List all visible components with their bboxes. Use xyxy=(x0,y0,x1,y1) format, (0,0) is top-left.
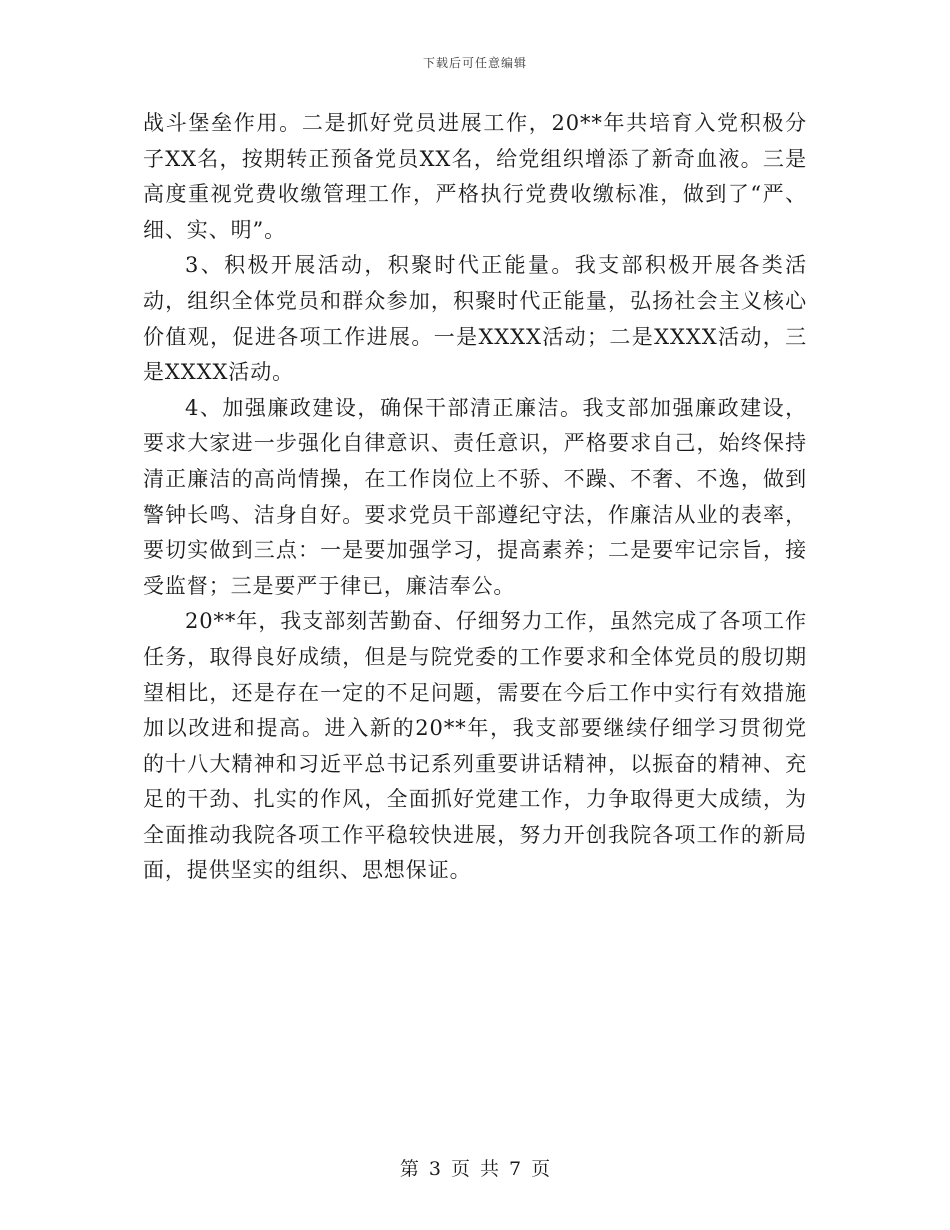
page-header-note: 下载后可任意编辑 xyxy=(422,56,527,70)
paragraph-continuation: 战斗堡垒作用。二是抓好党员进展工作，20**年共培育入党积极分子XX名，按期转正预备党员XX名，给党组织增添了新奇血液。三是高度重视党费收缴管理工作，严格执行党费收缴标准，做到了“严、细、实、明”。 xyxy=(143,111,807,242)
paragraph-integrity: 4、加强廉政建设，确保干部清正廉洁。我支部加强廉政建设，要求大家进一步强化自律意识、责任意识，严格要求自己，始终保持清正廉洁的高尚情操，在工作岗位上不骄、不躁、不奢、不逸，做到警钟长鸣、洁身自好。要求党员干部遵纪守法，作廉洁从业的表率，要切实做到三点：一是要加强学习，提高素养；二是要牢记宗旨，接受监督；三是要严于律已，廉洁奉公。 xyxy=(143,395,807,598)
paragraph-summary: 20**年，我支部刻苦勤奋、仔细努力工作，虽然完成了各项工作任务，取得良好成绩，但是与院党委的工作要求和全体党员的殷切期望相比，还是存在一定的不足问题，需要在今后工作中实行有效措施加以改进和提高。进入新的20**年，我支部要继续仔细学习贯彻党的十八大精神和习近平总书记系列重要讲话精神，以振奋的精神、充足的干劲、扎实的作风，全面抓好党建工作，力争取得更大成绩，为全面推动我院各项工作平稳较快进展，努力开创我院各项工作的新局面，提供坚实的组织、思想保证。 xyxy=(143,609,807,883)
document-body xyxy=(143,106,807,889)
page-number-footer: 第 3 页 共 7 页 xyxy=(399,1158,551,1180)
paragraph-activities: 3、积极开展活动，积聚时代正能量。我支部积极开展各类活动，组织全体党员和群众参加，积聚时代正能量，弘扬社会主义核心价值观，促进各项工作进展。一是XXXX活动；二是XXXX活动，三是XXXX活动。 xyxy=(143,253,807,385)
